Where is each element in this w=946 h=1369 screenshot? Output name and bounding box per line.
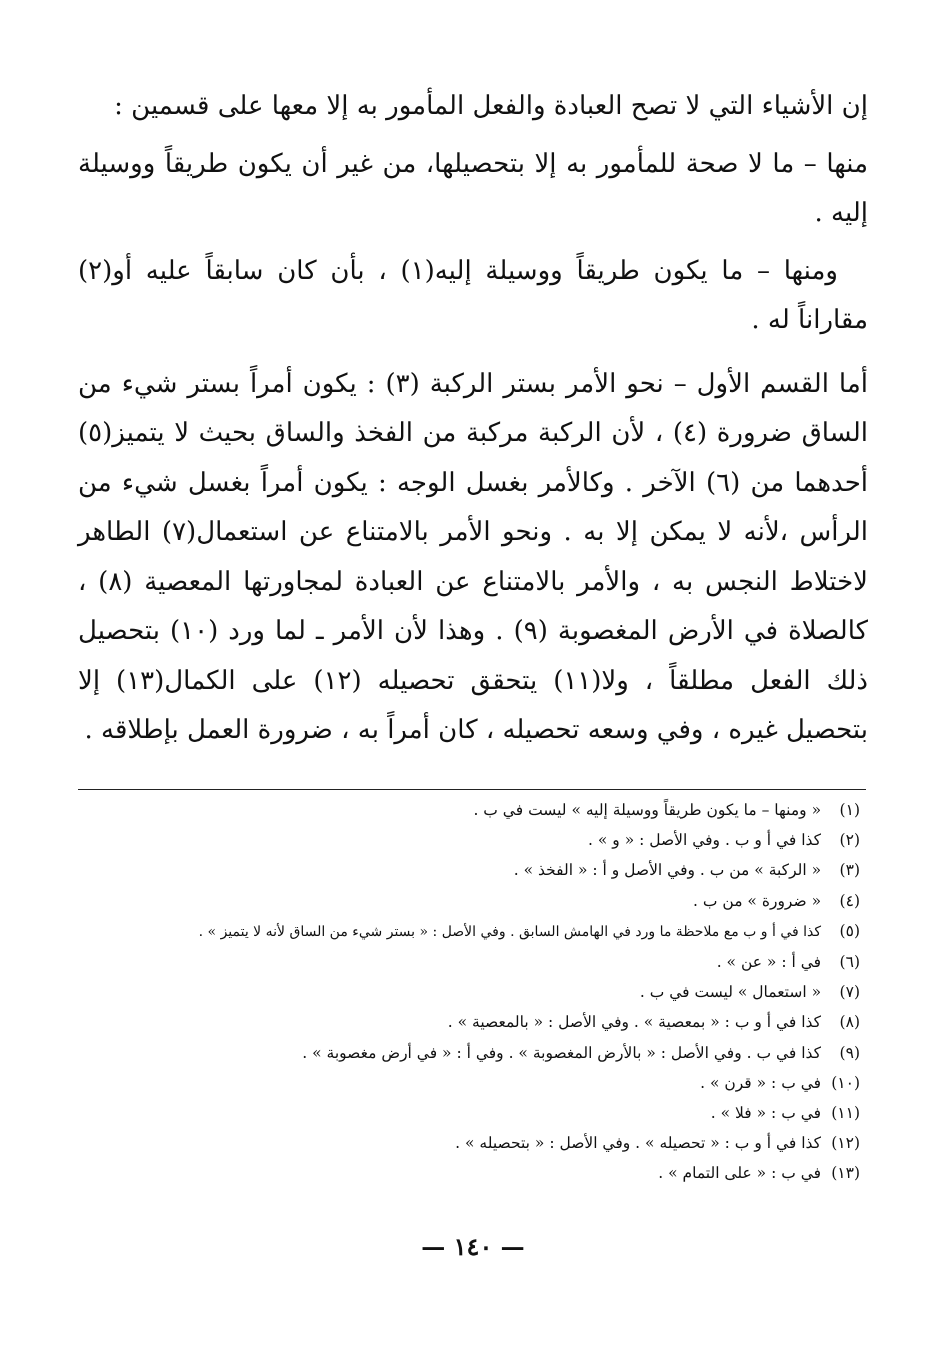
footnote [70,795,860,825]
footnote [70,916,860,947]
footnote-text: كذا في أ و ب . وفي الأصل : « و » . [588,831,822,850]
footnote [70,947,860,977]
main-text [78,82,868,756]
footnote-number: (١٠) [831,1073,860,1092]
footnote-text: في ب : « على التمام » . [658,1164,822,1183]
footnote [70,1068,860,1098]
footnote [70,977,860,1007]
footnote [70,1128,860,1158]
footnote [70,1007,860,1037]
footnote [70,1098,860,1128]
footnote-text: « الركبة » من ب . وفي الأصل و أ : « الفخذ » . [513,861,822,880]
footnote-text: « ومنها – ما يكون طريقاً ووسيلة إليه » ليست في ب . [473,801,822,819]
footnote-text: كذا في ب . وفي الأصل : « بالأرض المغصوبة » . وفي أ : « في أرض مغصوبة » . [302,1043,822,1062]
footnote-text: في ب : « قرن » . [700,1073,822,1092]
footnote-number: (٤) [839,891,860,910]
footnote [70,886,860,916]
footnote-number: (١) [839,801,860,819]
footnote-text: في ب : « فلا » . [710,1104,822,1123]
footnote-number: (١٢) [831,1134,860,1153]
page-number: — ١٤٠ — [421,1232,525,1261]
footnote-text: في أ : « عن » . [716,953,822,972]
footnote [70,1038,860,1068]
footnote-number: (١٣) [831,1164,860,1183]
footnote-divider [78,789,866,790]
footnote-number: (٦) [839,953,860,972]
footnote-text: كذا في أ و ب : « تحصيله » . وفي الأصل : « بتحصيله » . [455,1134,822,1153]
footnote-text: كذا في أ و ب مع ملاحظة ما ورد في الهامش السابق . وفي الأصل : « بستر شيء من الساق لأنه لا يتميز » . [198,923,822,940]
footnote-number: (٥) [839,921,860,940]
footnote-number: (٨) [839,1013,860,1032]
footnote-number: (٩) [839,1043,860,1062]
footnotes-list [70,795,860,1189]
paragraph-intro: إن الأشياء التي لا تصح العبادة والفعل المأمور به إلا معها على قسمين : [114,91,868,121]
footnote-text: كذا في أ و ب : « بمعصية » . وفي الأصل : « بالمعصية » . [447,1013,822,1032]
footnote-number: (١١) [831,1104,860,1123]
paragraph-second-kind: ومنها – ما يكون طريقاً ووسيلة إليه(١) ، بأن كان سابقاً عليه أو(٢) مقاراناً له . [78,255,868,335]
footnote-text: « استعمال » ليست في ب . [639,983,822,1002]
footnote [70,855,860,885]
paragraph-first-section: أما القسم الأول – نحو الأمر بستر الركبة (٣) : يكون أمراً بستر شيء من الساق ضرورة (٤) ، لأن الركبة مركبة من الفخذ والساق بحيث لا يتميز(٥) أحدهما من (٦) الآخر . وكالأمر بغسل الوجه : يكون أمراً بغسل شيء من الرأس ،لأنه لا يمكن إلا به . ونحو الأمر بالامتناع عن استعمال(٧) الطاهر لاختلاط النجس به ، والأمر بالامتناع عن العبادة لمجاورتها المعصية (٨) ، كالصلاة في الأرض المغصوبة (٩) . وهذا لأن الأمر ـ لما ورد (١٠) بتحصيل ذلك الفعل مطلقاً ، ولا(١١) يتحقق تحصيله (١٢) على الكمال(١٣) إلا بتحصيل غيره ، وفي وسعه تحصيله ، كان أمراً به ، ضرورة العمل بإطلاقه . [78,368,869,745]
paragraph-first-kind: منها – ما لا صحة للمأمور به إلا بتحصيلها، من غير أن يكون طريقاً ووسيلة إليه . [78,148,868,228]
footnote-text: « ضرورة » من ب . [693,891,822,910]
footnote [70,825,860,855]
footnote-number: (٣) [839,861,860,880]
footnote [70,1158,860,1188]
footnote-number: (٧) [839,983,860,1002]
footnote-number: (٢) [839,831,860,850]
